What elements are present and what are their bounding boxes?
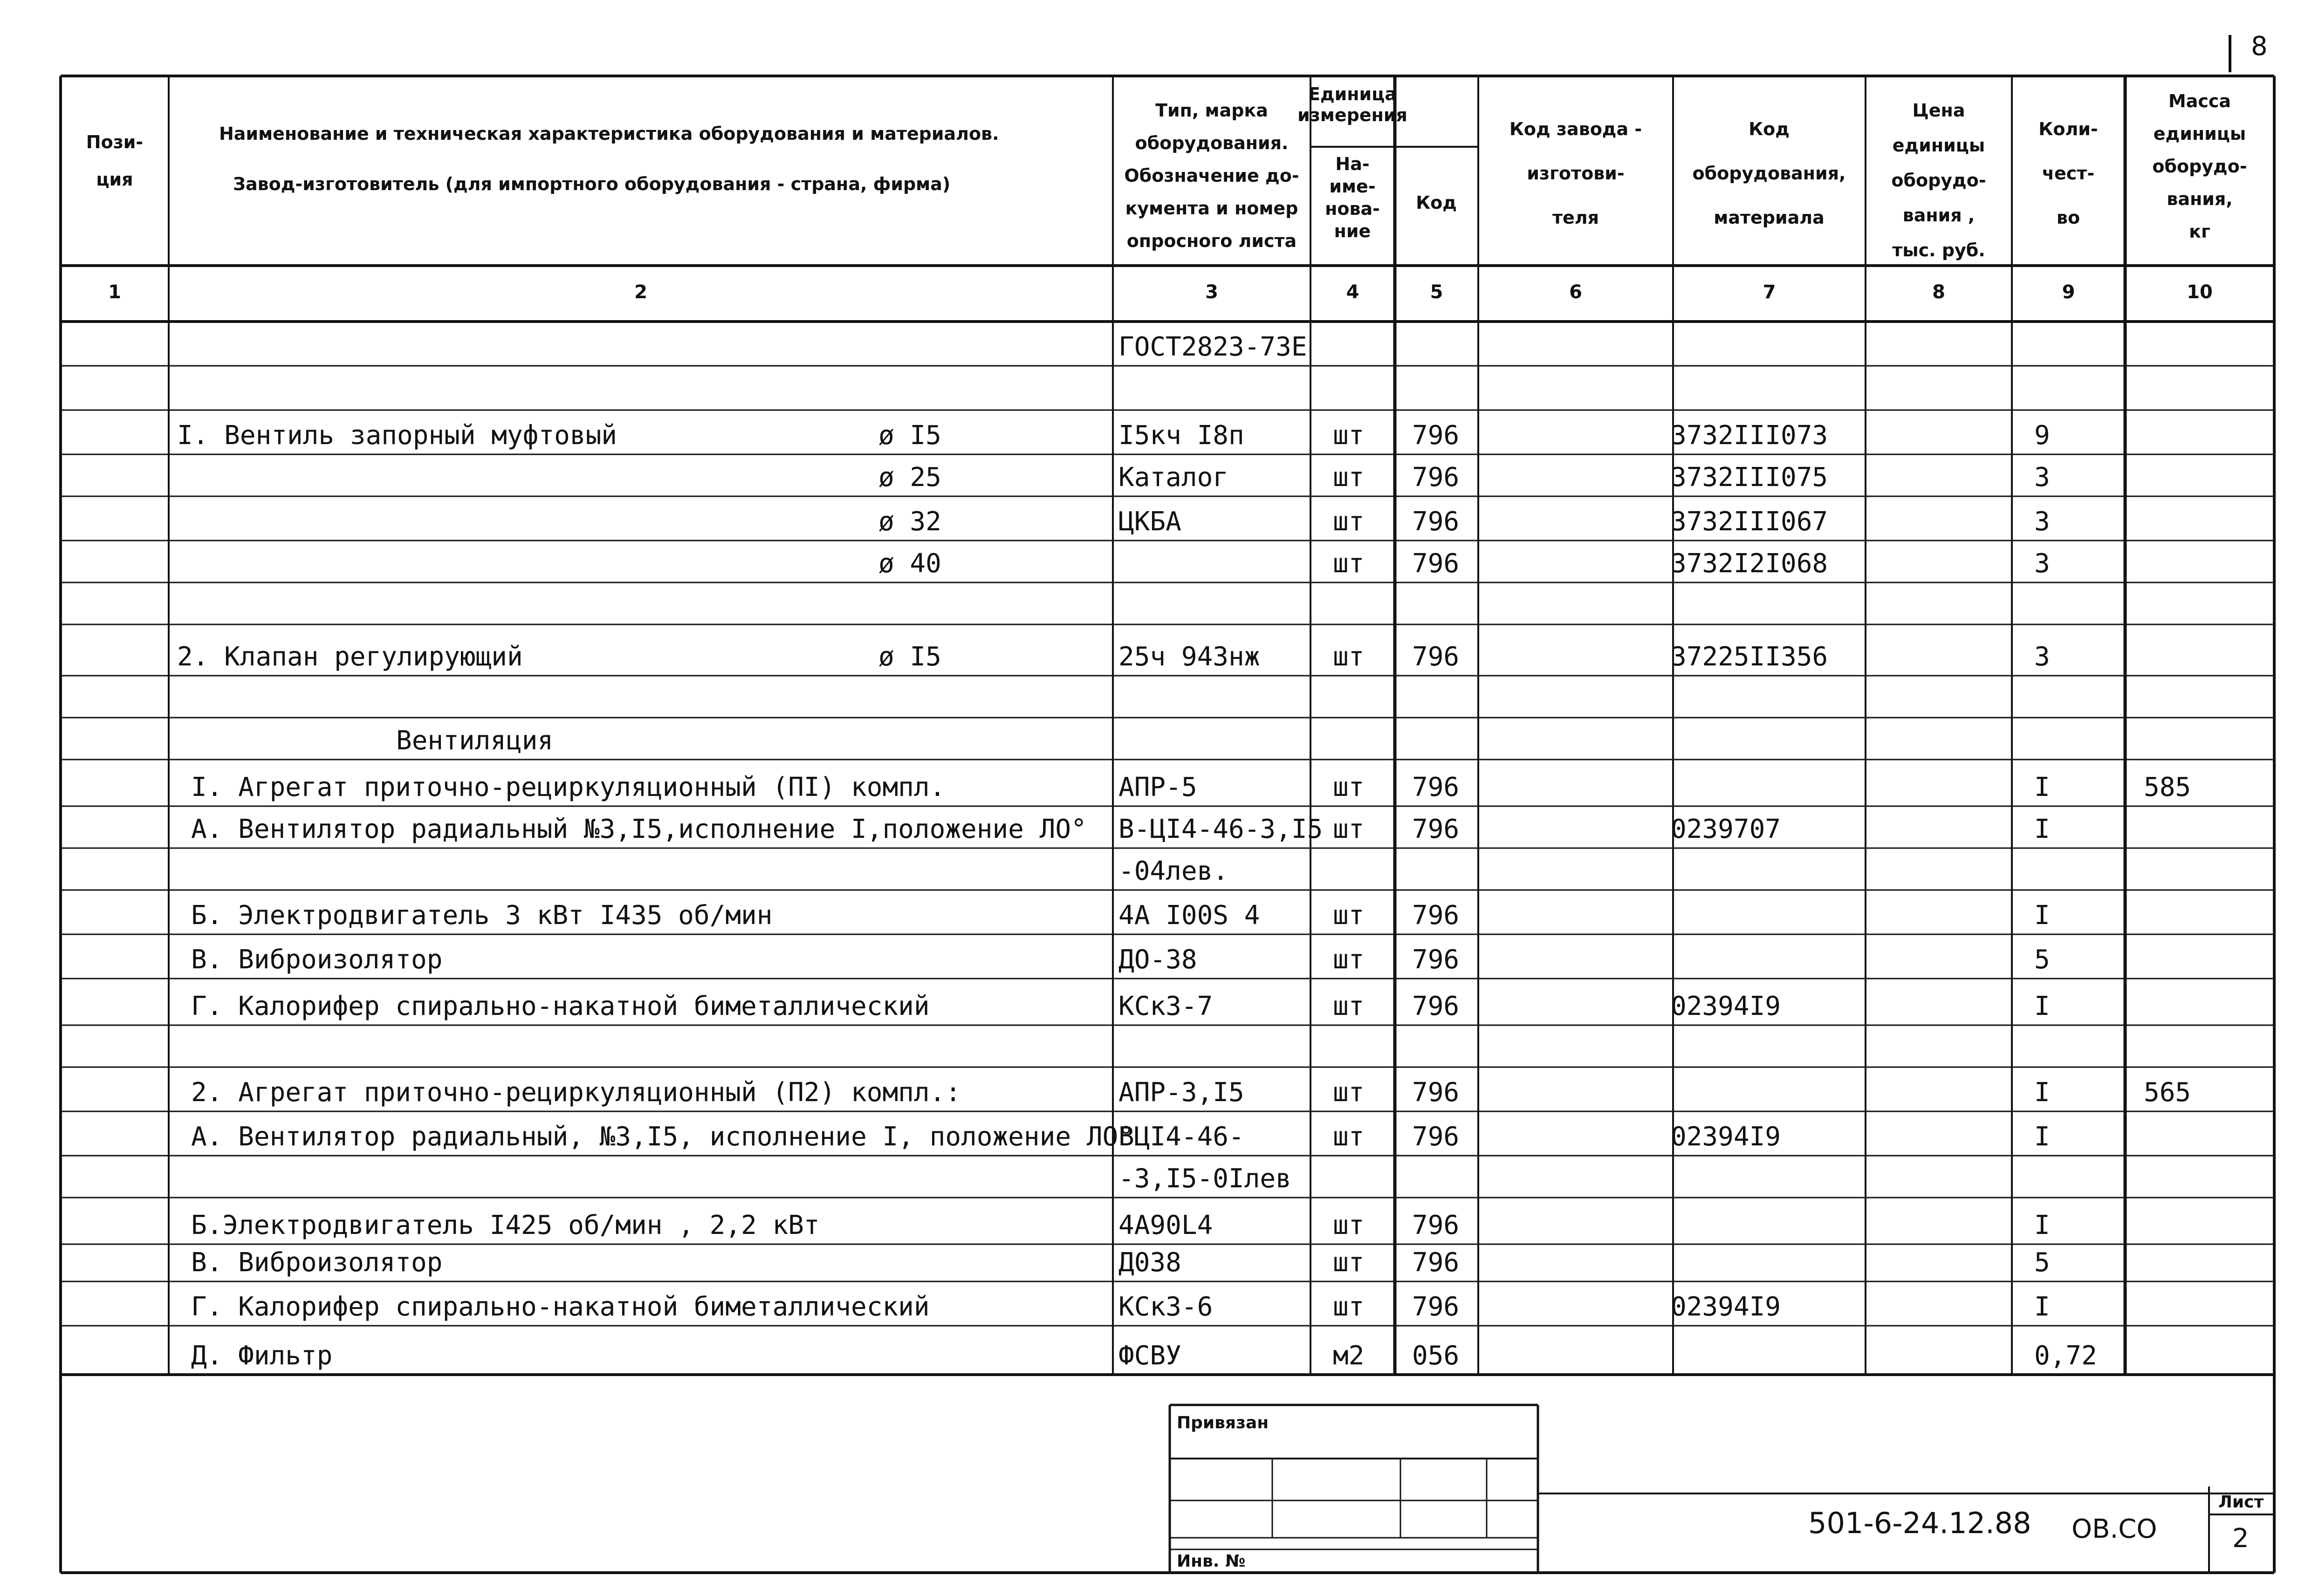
item-unit-code: 056 [1412,1341,1460,1371]
item-unit-code: 796 [1412,507,1460,537]
item-unit-code: 796 [1412,642,1460,672]
item-quantity: I [2034,900,2050,931]
header-mass: Масса [2168,91,2231,111]
item-type: КСк3-6 [1118,1292,1213,1322]
item-quantity: 0,72 [2034,1341,2097,1371]
item-name: В. Виброизолятор [191,945,443,975]
item-unit: шт [1333,1292,1365,1322]
item-unit: шт [1333,642,1365,672]
header-price: тыс. руб. [1892,240,1985,260]
item-unit-code: 796 [1412,420,1460,451]
item-equipment-code: 0239707 [1671,814,1781,844]
item-equipment-code: 02394I9 [1671,1122,1781,1152]
item-name: Б.Электродвигатель I425 об/мин , 2,2 кВт [191,1210,820,1240]
item-type: АПР-3,I5 [1118,1077,1244,1108]
header-unit-group: измерения [1297,105,1407,125]
column-number-4: 4 [1346,281,1359,303]
item-quantity: I [2034,991,2050,1021]
item-name: Б. Электродвигатель 3 кВт I435 об/мин [191,900,773,931]
header-price: Цена [1912,100,1965,121]
item-unit-code: 796 [1412,900,1460,931]
header-name-line2: Завод-изготовитель (для импортного оборудования - страна, фирма) [233,174,951,194]
document-code: 501-6-24.12.88 [1808,1506,2031,1540]
item-mass: 565 [2144,1077,2191,1108]
item-equipment-code: 3732III067 [1671,507,1828,537]
item-unit-code: 796 [1412,548,1460,579]
item-equipment-code: 02394I9 [1671,991,1781,1021]
item-name: I. Вентиль запорный муфтовый [177,420,617,451]
item-size: ø 32 [878,507,941,537]
header-price: единицы [1892,135,1985,156]
header-type: опросного листа [1126,231,1297,251]
header-type: Обозначение до- [1124,165,1299,186]
header-price: вания , [1902,205,1975,226]
column-number-6: 6 [1569,281,1582,303]
privyazan-label: Привязан [1177,1413,1269,1432]
item-size: ø 40 [878,548,941,579]
item-quantity: 9 [2034,420,2050,451]
header-type: Тип, марка [1155,100,1268,121]
item-unit: шт [1333,1210,1365,1240]
item-unit: шт [1333,991,1365,1021]
item-equipment-code: 37225II356 [1671,642,1828,672]
item-type: ВЦI4-46- [1118,1122,1244,1152]
item-unit-code: 796 [1412,1210,1460,1240]
header-factory-code: теля [1552,207,1599,228]
item-name: В. Виброизолятор [191,1247,443,1278]
item-quantity: 3 [2034,507,2050,537]
header-unit-code: Код [1416,192,1457,213]
header-name-line1: Наименование и техническая характеристика оборудования и материалов. [219,123,999,144]
column-number-2: 2 [634,281,647,303]
item-type: Каталог [1118,462,1229,493]
item-unit: шт [1333,420,1365,451]
item-type: -04лев. [1118,856,1229,886]
item-size: ø I5 [878,642,941,672]
item-type: В-ЦI4-46-3,I5 [1118,814,1323,844]
item-name: А. Вентилятор радиальный, №3,I5, исполнение I, положение ЛО° [191,1122,1134,1152]
item-unit: шт [1333,548,1365,579]
item-type: 4А I00S 4 [1118,900,1260,931]
item-type: ГОСТ2823-73Е [1118,332,1307,362]
item-name: Г. Калорифер спирально-накатной биметаллический [191,1292,930,1322]
item-quantity: 3 [2034,642,2050,672]
column-number-10: 10 [2187,281,2213,303]
item-quantity: I [2034,814,2050,844]
item-quantity: 3 [2034,462,2050,493]
header-unit-name: ние [1334,221,1371,241]
header-quantity: Коли- [2038,119,2098,139]
inventory-number-label: Инв. № [1177,1552,1246,1571]
item-quantity: I [2034,1210,2050,1240]
item-type: -3,I5-0Iлев [1118,1164,1291,1194]
item-equipment-code: 3732III073 [1671,420,1828,451]
item-unit: шт [1333,462,1365,493]
item-size: ø 25 [878,462,941,493]
header-unit-group: Единица [1308,84,1397,104]
item-unit-code: 796 [1412,1077,1460,1108]
item-unit-code: 796 [1412,462,1460,493]
header-factory-code: Код завода - [1509,119,1642,139]
page-number: 8 [2251,31,2268,62]
item-size: ø I5 [878,420,941,451]
item-quantity: I [2034,1292,2050,1322]
item-quantity: I [2034,1122,2050,1152]
column-number-7: 7 [1763,281,1776,303]
column-number-3: 3 [1205,281,1218,303]
item-unit: шт [1333,507,1365,537]
item-mass: 585 [2144,772,2191,802]
item-quantity: 5 [2034,1247,2050,1278]
item-name: 2. Агрегат приточно-рециркуляционный (П2) компл.: [191,1077,961,1108]
item-name: Г. Калорифер спирально-накатной биметаллический [191,991,930,1021]
item-type: ЦКБА [1118,507,1181,537]
item-unit-code: 796 [1412,772,1460,802]
sheet-label: Лист [2218,1493,2264,1512]
item-quantity: 3 [2034,548,2050,579]
item-quantity: 5 [2034,945,2050,975]
header-unit-name: На- [1335,154,1370,174]
item-unit-code: 796 [1412,945,1460,975]
item-unit-code: 796 [1412,814,1460,844]
header-position: ция [96,169,133,190]
header-price: оборудо- [1891,170,1986,191]
item-type: ФСВУ [1118,1341,1181,1371]
header-type: кумента и номер [1125,198,1298,219]
item-type: I5кч I8п [1118,420,1244,451]
item-equipment-code: 3732I2I068 [1671,548,1828,579]
column-number-1: 1 [108,281,121,303]
header-equipment-code: материала [1714,207,1825,228]
item-type: КСк3-7 [1118,991,1213,1021]
item-unit: шт [1333,1122,1365,1152]
header-unit-name: име- [1329,176,1376,197]
header-equipment-code: оборудования, [1692,163,1846,184]
item-quantity: I [2034,772,2050,802]
column-number-8: 8 [1932,281,1945,303]
item-unit: шт [1333,772,1365,802]
header-type: оборудования. [1135,133,1289,153]
item-unit-code: 796 [1412,991,1460,1021]
item-unit-code: 796 [1412,1122,1460,1152]
item-equipment-code: 3732III075 [1671,462,1828,493]
header-equipment-code: Код [1749,119,1790,139]
item-type: Д038 [1118,1247,1181,1278]
table-text [86,31,2268,1571]
item-quantity: I [2034,1077,2050,1108]
sheet-number: 2 [2232,1523,2249,1554]
header-quantity: чест- [2042,163,2095,184]
section-code: ОВ.СО [2072,1514,2157,1544]
item-name: Д. Фильтр [191,1341,333,1371]
item-type: АПР-5 [1118,772,1197,802]
item-unit: шт [1333,900,1365,931]
column-number-9: 9 [2062,281,2075,303]
header-mass: кг [2189,221,2210,242]
header-mass: единицы [2153,123,2246,144]
item-name: А. Вентилятор радиальный №3,I5,исполнение I,положение ЛО° [191,814,1087,844]
item-unit: шт [1333,945,1365,975]
item-name: 2. Клапан регулирующий [177,642,523,672]
header-factory-code: изготови- [1527,163,1625,184]
section-title: Вентиляция [396,726,554,756]
header-position: Пози- [86,132,144,152]
header-quantity: во [2056,207,2080,228]
item-name: I. Агрегат приточно-рециркуляционный (ПI) компл. [191,772,946,802]
item-unit-code: 796 [1412,1247,1460,1278]
item-equipment-code: 02394I9 [1671,1292,1781,1322]
item-type: 4А90L4 [1118,1210,1213,1240]
item-unit-code: 796 [1412,1292,1460,1322]
item-unit: м2 [1333,1341,1365,1371]
column-number-5: 5 [1430,281,1443,303]
item-unit: шт [1333,814,1365,844]
header-mass: оборудо- [2152,156,2247,177]
header-mass: вания, [2167,189,2233,209]
item-type: ДО-38 [1118,945,1197,975]
header-unit-name: нова- [1325,199,1380,219]
item-type: 25ч 943нж [1118,642,1260,672]
item-unit: шт [1333,1247,1365,1278]
item-unit: шт [1333,1077,1365,1108]
